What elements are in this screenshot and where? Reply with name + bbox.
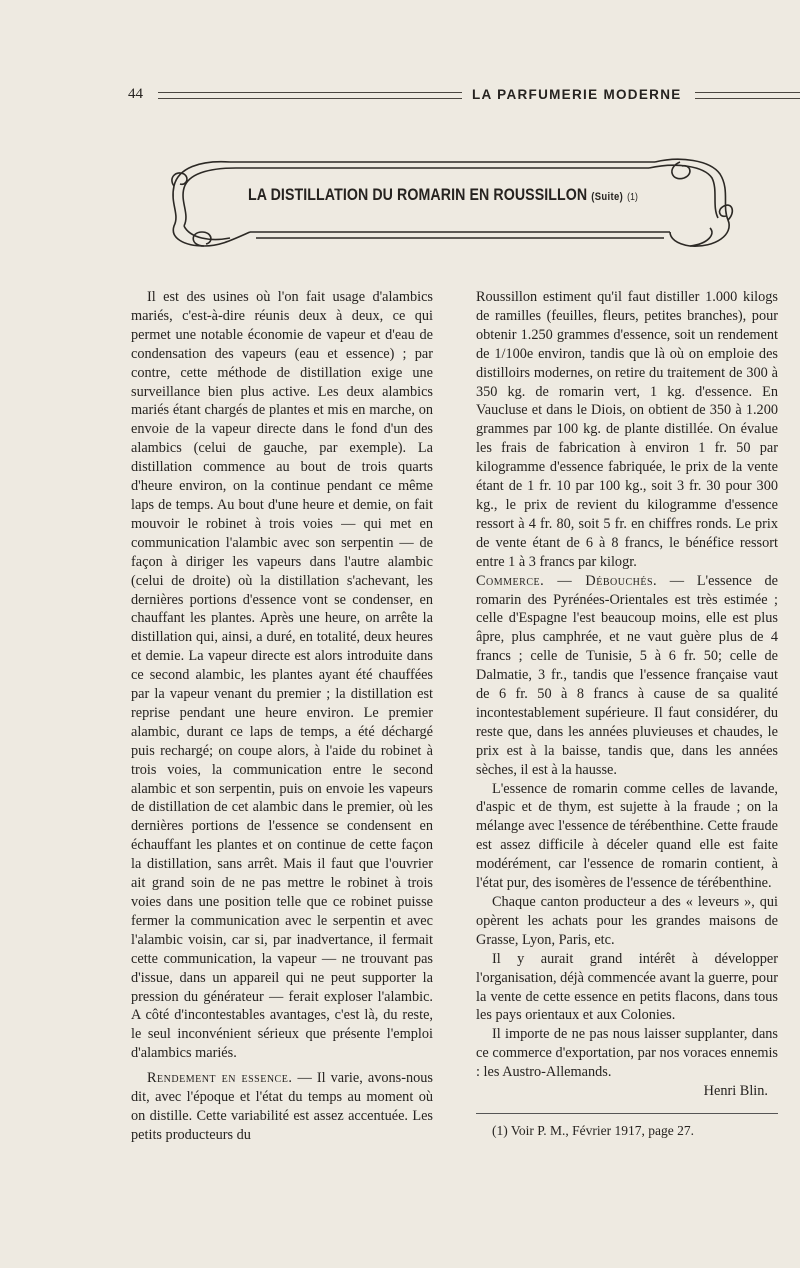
paragraph-supplanter: Il importe de ne pas nous laisser supplanter, dans ce commerce d'exportation, par nos voraces ennemis : les Austro-Allemands. — [476, 1026, 778, 1081]
rendement-heading: Rendement en essence. — [147, 1070, 293, 1087]
paragraph-rendement-continued: Roussillon estiment qu'il faut distiller 1.000 kilogs de ramilles (feuilles, fleurs, petites branches), pour obtenir 1.250 grammes d'essence, soit un rendement de 1/100e environ, tandis que là où on emploie des distilloirs modernes, on retire du traitement de 300 à 350 kg. de romarin vert, 1 kg. d'essence. En Vaucluse et dans le Diois, on obtient de 350 à 1.200 grammes par 100 kg. de plante distillée. On évalue les frais de fabrication à environ 1 fr. 50 par kilogramme d'essence fabriquée, le prix de la vente étant de 1 fr. 10 par 100 kg., soit 3 fr. 30 pour 300 kg., le prix de revient du kilogramme d'essence ressort à 4 fr. 80, soit 5 fr. en chiffres ronds. Le prix de vente étant de 6 à 8 francs, le bénéfice ressort entre 1 à 3 francs par kilogr. — [476, 289, 778, 570]
header-rule-left — [158, 92, 462, 99]
author-signature: Henri Blin. — [703, 1083, 768, 1100]
title-cartouche — [160, 148, 746, 258]
paragraph-canton: Chaque canton producteur a des « leveurs », qui opèrent les achats pour les grandes maisons de Grasse, Lyon, Paris, etc. — [476, 894, 778, 948]
article-title — [248, 186, 644, 205]
title-note-ref: (1) — [627, 192, 638, 203]
footnote: (1) Voir P. M., Février 1917, page 27. — [492, 1122, 694, 1138]
title-suite: (Suite) — [591, 191, 624, 203]
header-rule-right — [695, 92, 800, 99]
commerce-text: — L'essence de romarin des Pyrénées-Orientales est très estimée ; celle d'Espagne l'est beaucoup moins, elle est plus âpre, plus camphrée, et ne vaut guère plus de 4 francs ; celle de Tunisie, 5 à 6 fr. 50; celle de Dalmatie, 3 fr., tandis que l'essence française vaut de 6 fr. 50 à 8 francs à cause de sa qualité incontestablement supérieure. Il faut considérer, du reste que, dans les années pluvieuses et chaudes, le prix est à la baisse, tandis que, dans les années sèches, il est à la hausse. — [476, 572, 778, 778]
paragraph-commerce — [476, 572, 778, 780]
paragraph-rendement — [131, 1069, 433, 1145]
article-title-text: LA DISTILLATION DU ROMARIN EN ROUSSILLON — [248, 186, 588, 204]
footnote-rule — [476, 1113, 778, 1114]
running-header — [128, 86, 768, 106]
page-number: 44 — [128, 86, 143, 102]
paragraph-alambics-maries: Il est des usines où l'on fait usage d'alambics mariés, c'est-à-dire réunis deux à deux, ce qui permet une notable économie de vapeur et d'eau de condensation des vapeurs (eau et essence) ; par contre, cette méthode de distillation exige une surveillance bien plus active. Les deux alambics mariés étant chargés de plantes et mis en marche, on envoie de la vapeur directe dans le fond d'un des alambics (celui de gauche, par exemple). La distillation commence au bout de trois quarts d'heure environ, on la continue pendant ce même laps de temps. Au bout d'une heure et demie, on fait mouvoir le robinet à trois voies — qui met en communication l'alambic avec son serpentin — de façon à diriger les vapeurs dans l'autre alambic (celui de droite) où la distillation s'achevant, les dernières portions d'essence vont se condenser, en chauffant les plantes. Après une heure, on arrête la distillation qui, ainsi, a duré, en totalité, deux heures et demie. La vapeur directe est alors introduite dans ce second alambic, les plantes ayant été chauffées par la vapeur venant du premier ; la distillation est reprise pendant une heure environ. Le premier alambic, durant ce laps de temps, a été déchargé puis rechargé; on coupe alors, à l'aide du robinet à trois voies, la communication entre le second alambic et son serpentin, puis on envoie les vapeurs de distillation de cet alambic dans le premier, où les dernières portions de l'essence se condensent en échauffant les plantes et on continue de cette façon la distillation, sans arrêt. Mais il faut que l'ouvrier ait grand soin de ne pas mettre le robinet à trois voies dans une position telle que ce robinet puisse fermer la communication avec le serpentin et avec l'alambic voisin, car si, par inadvertance, il fermait cette communication, la vapeur — ne trouvant pas d'issue, dans un appareil qui ne peut supporter la pression du générateur — ferait exploser l'alambic. A côté d'incontestables avantages, c'est là, du reste, le seul inconvénient sérieux que présente l'emploi d'alambics mariés. — [131, 289, 433, 1062]
commerce-heading: Commerce. — Débouchés. — [476, 572, 658, 589]
paragraph-interet: Il y aurait grand intérêt à développer l'organisation, déjà commencée avant la guerre, pour la vente de cette essence en petits flacons, dans tous les pays orientaux et aux Colonies. — [476, 950, 778, 1024]
right-column — [476, 288, 778, 1141]
left-column — [131, 288, 433, 1145]
rendement-text: — Il varie, avons-nous dit, avec l'époque et l'état du temps au moment où on distille. Cette variabilité est assez accentuée. Les petits producteurs du — [131, 1070, 433, 1143]
paragraph-fraude: L'essence de romarin comme celles de lavande, d'aspic et de thym, est sujette à la fraude ; on la mélange avec l'essence de térébenthine. Cette fraude est assez difficile à déceler quand elle est faite modérément, car l'essence de romarin contient, à l'état pur, des isomères de l'essence de térébenthine. — [476, 780, 778, 892]
journal-title: LA PARFUMERIE MODERNE — [472, 87, 682, 102]
